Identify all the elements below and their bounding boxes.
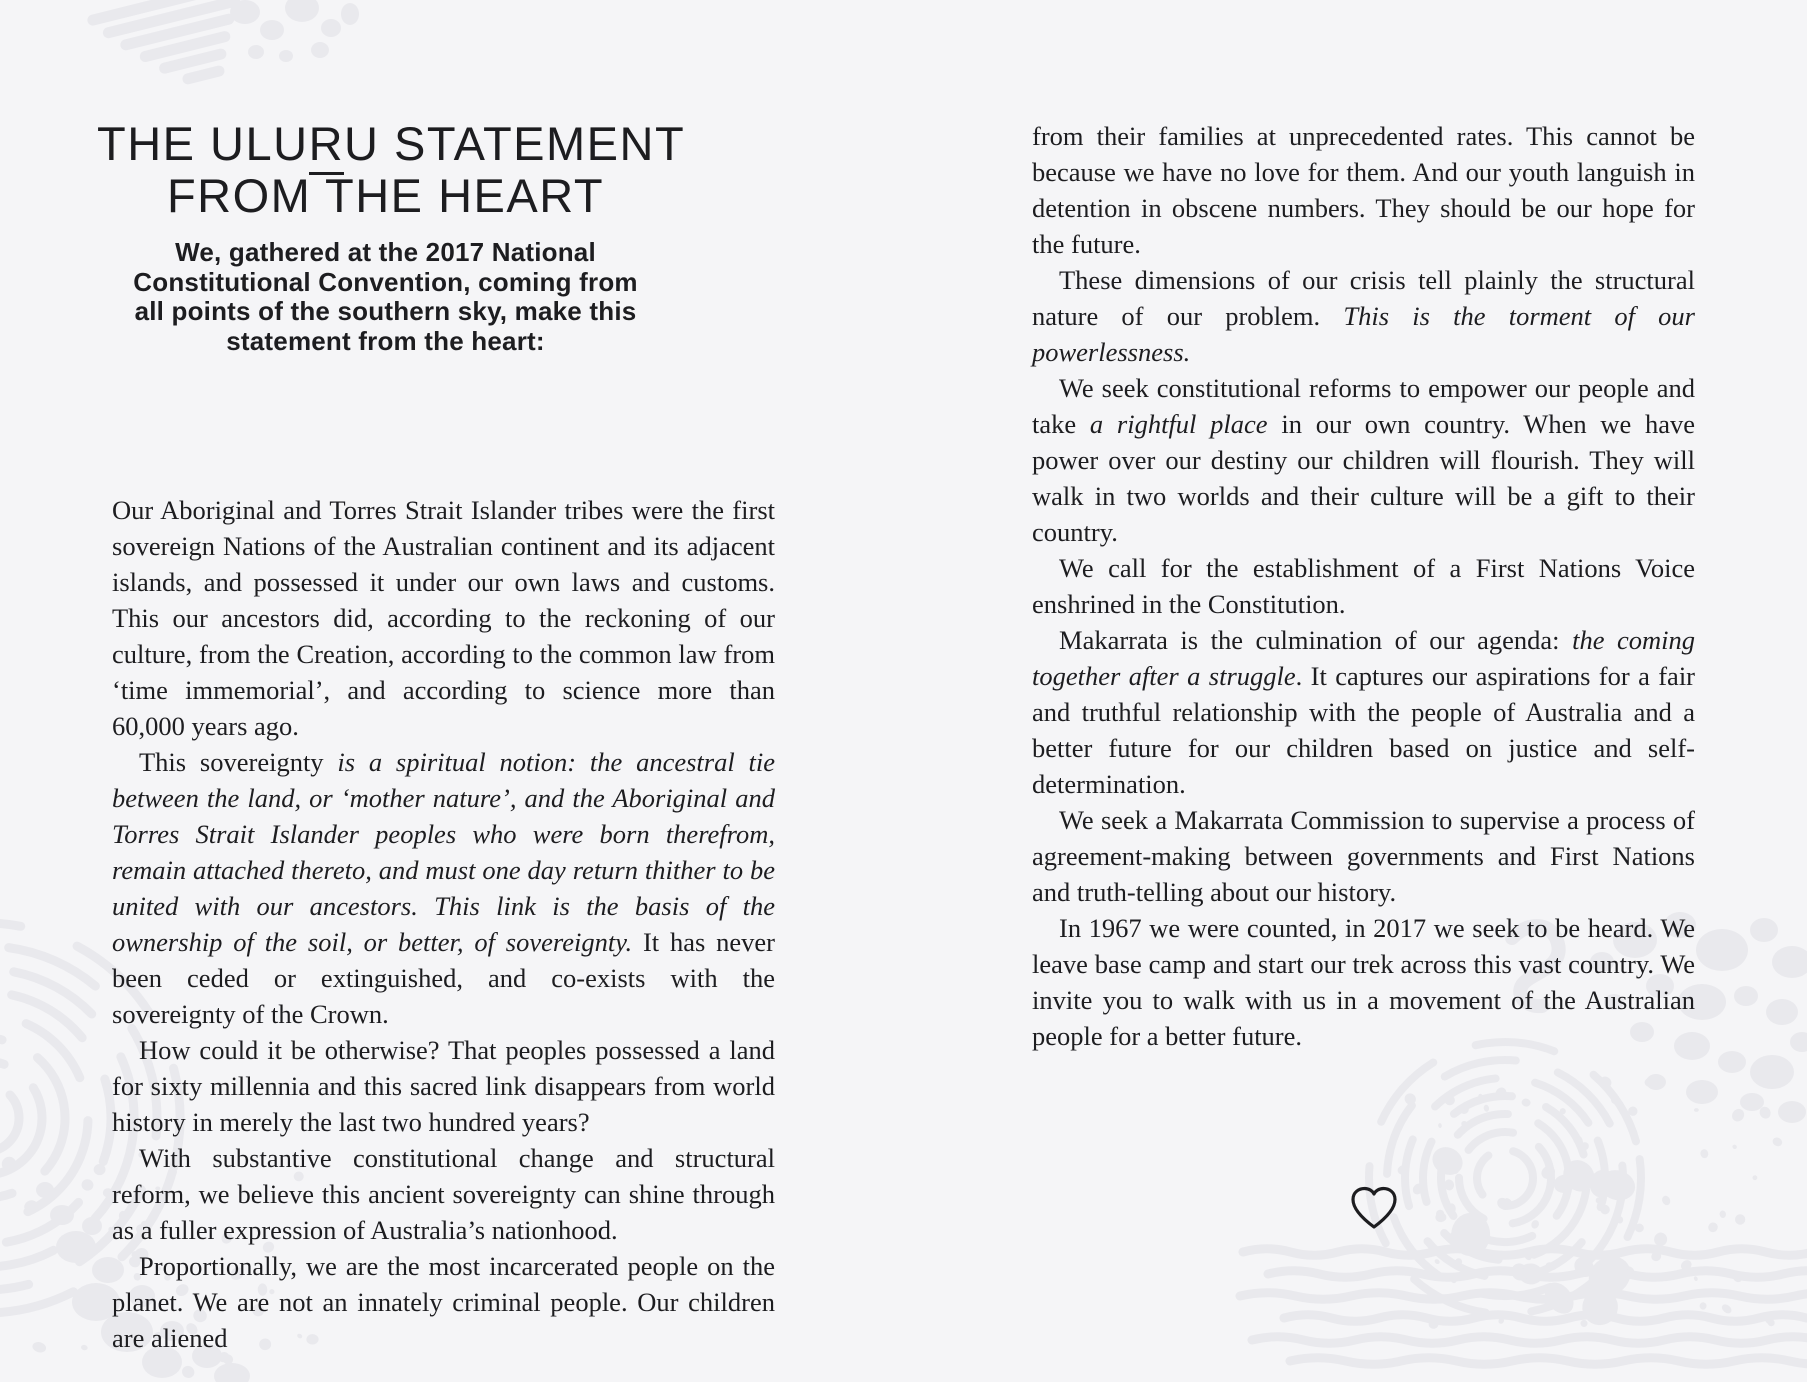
subtitle-line: Constitutional Convention, coming from [133,266,638,297]
italic-text-run: This is the torment of our powerlessness. [1032,301,1695,367]
text-run: Proportionally, we are the most incarcerated people on the planet. We are not an innately criminal people. Our children are aliened [112,1251,775,1353]
text-run: Makarrata is the culmination of our agenda: [1059,625,1573,655]
text-run: It has never been ceded or extinguished, and co-exists with the sovereignty of the Crown. [112,927,775,1029]
subtitle-line: statement from the heart: [226,325,545,356]
paragraph [1032,262,1695,370]
heart-outline-icon [1350,1186,1398,1231]
title-line [97,117,686,170]
paragraph [1032,550,1695,622]
page-title [97,117,686,222]
paragraph [1032,622,1695,802]
paragraph [1032,802,1695,910]
title-text-run: U STATEMENT [344,117,686,170]
paragraph [112,1140,775,1248]
text-run: With substantive constitutional change and structural reform, we believe this ancient sovereignty can shine through as a fuller expression of Australia’s nationhood. [112,1143,775,1245]
title-text-run: FROM THE HEART [166,169,605,222]
paragraph [112,744,775,1032]
text-run: In 1967 we were counted, in 2017 we seek to be heard. We leave base camp and start our trek across this vast country. We invite you to walk with us in a movement of the Australian people for a better future. [1032,913,1695,1051]
text-run: How could it be otherwise? That peoples possessed a land for sixty millennia and this sacred link disappears from world history in merely the last two hundred years? [112,1035,775,1137]
text-run: These dimensions of our crisis tell plainly the structural nature of our problem. [1032,265,1695,331]
text-run: in our own country. When we have power over our destiny our children will flourish. They will walk in two worlds and their culture will be a gift to their country. [1032,409,1696,547]
paragraph [1032,910,1695,1054]
text-run: We seek constitutional reforms to empower our people and take [1032,373,1695,439]
title-text-run: THE ULU [97,117,309,170]
paragraph [1032,370,1695,550]
paragraph [112,492,775,744]
paragraph [112,1032,775,1140]
text-run: . It captures our aspirations for a fair and truthful relationship with the people of Australia and a better future for our children based on justice and self-determination. [1032,661,1696,799]
title-line [97,170,674,222]
paragraph [112,1248,775,1356]
statement-heading [97,117,686,356]
italic-text-run: the coming together after a struggle [1032,625,1696,691]
underlined-letter: R [309,117,344,175]
left-column [112,492,775,1356]
paragraph [1032,118,1695,262]
subtitle-line: We, gathered at the 2017 National [175,237,596,267]
text-run: We seek a Makarrata Commission to supervise a process of agreement-making between governments and First Nations and truth-telling about our history. [1032,805,1695,907]
italic-text-run: is a spiritual notion: the ancestral tie between the land, or ‘mother nature’, and the Aboriginal and Torres Strait Islander peoples who were born therefrom, remain attached thereto, and must one day return thither to be united with our ancestors. This link is the basis of the ownership of the soil, or better, of sovereignty. [112,747,776,957]
subtitle-line: all points of the southern sky, make this [134,296,637,326]
right-column [1032,118,1695,1054]
text-run: from their families at unprecedented rates. This cannot be because we have no love for them. And our youth languish in detention in obscene numbers. They should be our hope for the future. [1032,121,1695,259]
text-run: We call for the establishment of a First Nations Voice enshrined in the Constitution. [1032,553,1695,619]
text-run: Our Aboriginal and Torres Strait Islander tribes were the first sovereign Nations of the Australian continent and its adjacent islands, and possessed it under our own laws and customs. This our ancestors did, according to the reckoning of our culture, from the Creation, according to the common law from ‘time immemorial’, and according to science more than 60,000 years ago. [112,495,775,741]
watermark-top-left [93,0,359,98]
italic-text-run: a rightful place [1089,409,1268,439]
text-run: This sovereignty [139,747,338,777]
statement-subtitle [97,238,674,356]
